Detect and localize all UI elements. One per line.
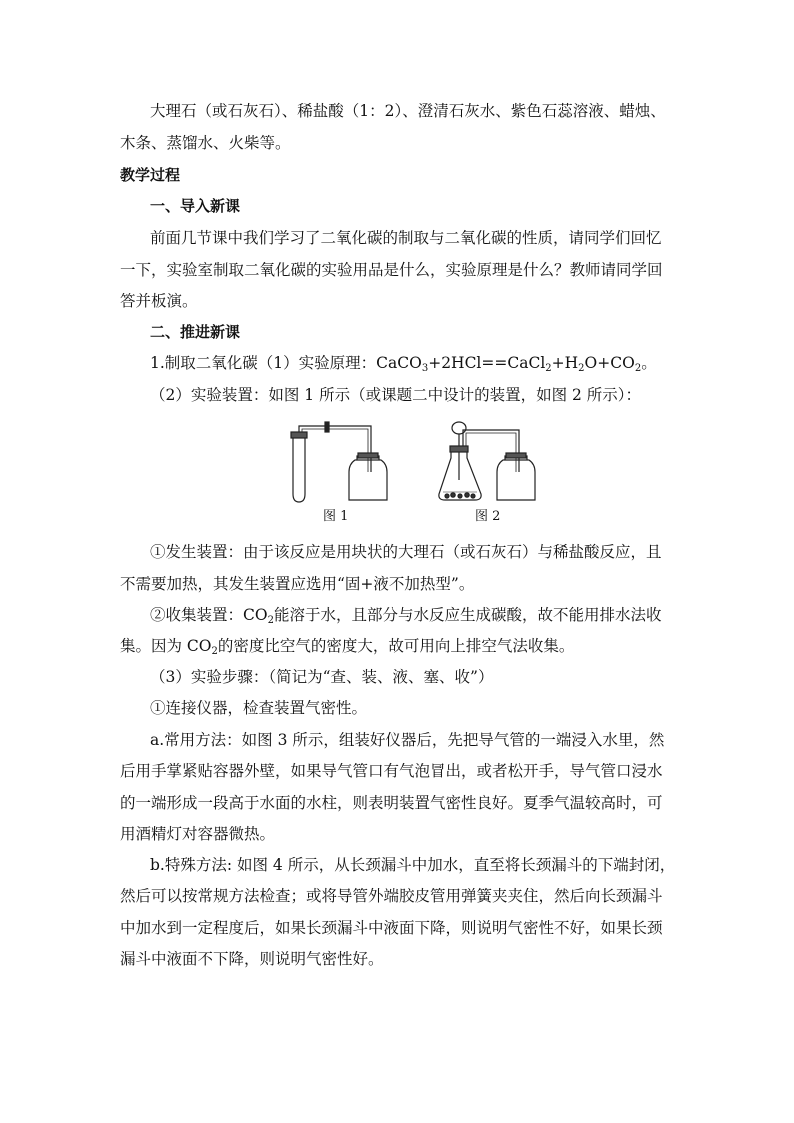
steps-title: （3）实验步骤：（简记为“查、装、液、塞、收”）: [150, 668, 494, 686]
method-b-line-4: 漏斗中液面不下降，则说明气密性好。: [120, 950, 384, 968]
collector-line-1: ②收集装置：$CO_2$能溶于水，且部分与水反应生成碳酸，故不能用排水法收: [150, 606, 662, 626]
step-1: ①连接仪器，检查装置气密性。: [150, 699, 368, 717]
process-heading: 教学过程: [120, 166, 181, 184]
equation: $CaCO_3+2HCl==CaCl_2+H_2O+CO_2$。: [376, 354, 657, 374]
method-b-line-2: 然后可以按常规方法检查；或将导管外端胶皮管用弹簧夹夹住，然后向长颈漏斗: [120, 887, 663, 905]
section2-heading: 二、推进新课: [150, 323, 241, 341]
materials-line-2: 木条、蒸馏水、火柴等。: [120, 134, 291, 152]
method-a-line-2: 后用手掌紧贴容器外壁，如果导气管口有气泡冒出，或者松开手，导气管口浸水: [120, 762, 663, 780]
generator-line-2: 不需要加热，其发生装置应选用“固+液不加热型”。: [120, 575, 475, 593]
method-b-line-3: 中加水到一定程度后，如果长颈漏斗中液面下降，则说明气密性不好，如果长颈: [120, 919, 663, 937]
figure-2-apparatus: [433, 420, 543, 505]
materials-line-1: 大理石（或石灰石）、稀盐酸（1：2）、澄清石灰水、紫色石蕊溶液、蜡烛、: [150, 102, 666, 120]
section1-para-line-2: 一下，实验室制取二氧化碳的实验用品是什么，实验原理是什么？教师请同学回: [120, 261, 663, 279]
figure-1-apparatus: [283, 420, 393, 505]
method-a-line-3: 的一端形成一段高于水面的水柱，则表明装置气密性良好。夏季气温较高时，可: [120, 794, 663, 812]
section1-para-line-3: 答并板演。: [120, 292, 198, 310]
figure-2-caption: 图 2: [475, 509, 501, 524]
figure-1-caption: 图 1: [323, 509, 349, 524]
section1-heading: 一、导入新课: [150, 197, 241, 215]
method-a-line-1: a.常用方法：如图 3 所示，组装好仪器后，先把导气管的一端浸入水里，然: [150, 731, 665, 749]
principle-prefix: 1.制取二氧化碳（1）实验原理：: [150, 354, 377, 372]
principle-line: [150, 353, 657, 373]
method-a-line-4: 用酒精灯对容器微热。: [120, 825, 276, 843]
method-b-line-1: b.特殊方法: 如图 4 所示，从长颈漏斗中加水，直至将长颈漏斗的下端封闭，: [150, 856, 676, 874]
collector-line-2: 集。因为 $CO_2$的密度比空气的密度大，故可用向上排空气法收集。: [120, 637, 575, 657]
apparatus-line: （2）实验装置：如图 1 所示（或课题二中设计的装置，如图 2 所示）：: [150, 386, 642, 404]
generator-line-1: ①发生装置：由于该反应是用块状的大理石（或石灰石）与稀盐酸反应，且: [150, 543, 662, 561]
section1-para-line-1: 前面几节课中我们学习了二氧化碳的制取与二氧化碳的性质，请同学们回忆: [150, 229, 662, 247]
